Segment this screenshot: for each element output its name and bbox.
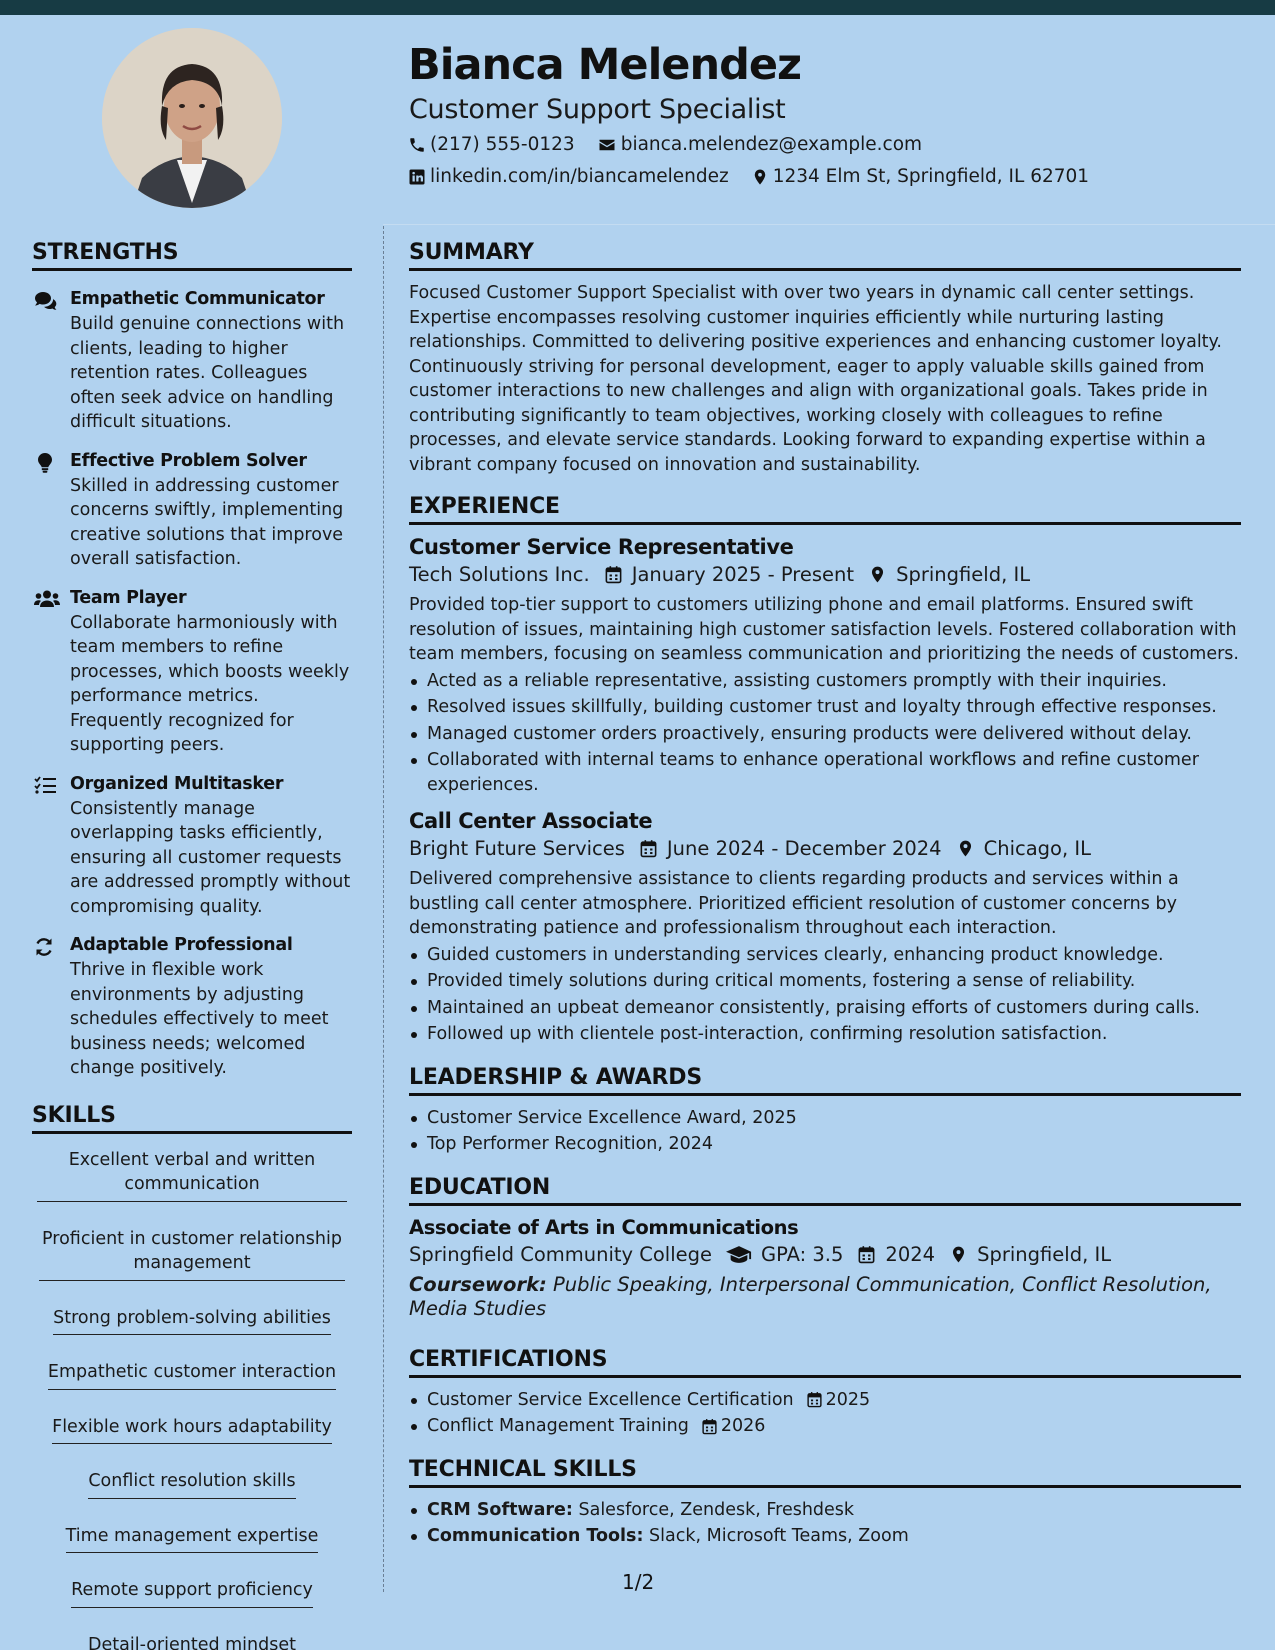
certifications-heading: CERTIFICATIONS bbox=[409, 1347, 1241, 1378]
job-role: Customer Service Representative bbox=[409, 535, 794, 559]
job-bullets bbox=[409, 943, 1241, 1047]
job-bullet: Collaborated with internal teams to enhance operational workflows and refine customer experiences. bbox=[409, 748, 1241, 797]
linkedin-icon bbox=[408, 168, 426, 186]
job-bullet: Guided customers in understanding services clearly, enhancing product knowledge. bbox=[409, 943, 1241, 968]
job-description: Provided top-tier support to customers utilizing phone and email platforms. Ensured swift resolution of issues, maintaining high customer satisfaction levels. Fostered collaboration with team members, focusing on seamless communication and prioritizing the needs of customers. bbox=[409, 595, 1239, 664]
technical-skill-label: CRM Software: bbox=[427, 1499, 573, 1520]
phone-item bbox=[408, 134, 575, 155]
job-bullet: Maintained an upbeat demeanor consistently, praising efforts of customers during calls. bbox=[409, 996, 1241, 1021]
calendar-icon bbox=[604, 565, 623, 584]
address-item bbox=[751, 166, 1089, 187]
skill-item: Detail-oriented mindset bbox=[88, 1629, 296, 1650]
contact-line-2 bbox=[408, 166, 1111, 187]
top-bar bbox=[0, 0, 1275, 15]
right-column bbox=[409, 240, 1241, 1567]
skill-item: Empathetic customer interaction bbox=[48, 1356, 336, 1390]
certification-item bbox=[409, 1388, 1241, 1413]
profile-photo bbox=[102, 28, 282, 208]
certification-year: 2025 bbox=[825, 1389, 871, 1410]
strength-desc: Thrive in flexible work environments by adjusting schedules effectively to meet business needs; welcomed change positively. bbox=[70, 960, 329, 1078]
skill-item: Remote support proficiency bbox=[71, 1574, 313, 1608]
strength-title: Effective Problem Solver bbox=[70, 450, 307, 471]
summary-text: Focused Customer Support Specialist with over two years in dynamic call center settings. Expertise encompasses resolving customer inquiries efficiently while nurturing lasting relationships. Committed to delivering positive experiences and enhancing customer loyalty. Continuously striving for personal development, eager to apply valuable skills gained from customer interactions to new challenges and align with organizational goals. Takes pride in contributing significantly to team objectives, working closely with colleagues to refine processes, and elevate service standards. Looking forward to expanding expertise within a vibrant company focused on innovation and sustainability. bbox=[409, 283, 1222, 475]
award-item: Top Performer Recognition, 2024 bbox=[409, 1132, 1241, 1157]
job-meta bbox=[409, 837, 1241, 860]
technical-skill-label: Communication Tools: bbox=[427, 1526, 644, 1546]
job-bullet: Acted as a reliable representative, assisting customers promptly with their inquiries. bbox=[409, 669, 1241, 694]
header-divider bbox=[383, 224, 1275, 225]
leadership-section bbox=[409, 1065, 1241, 1157]
certification-name: Customer Service Excellence Certification bbox=[427, 1389, 794, 1410]
job-meta bbox=[409, 563, 1241, 586]
contact-line-1 bbox=[408, 134, 944, 155]
phone-text: (217) 555-0123 bbox=[430, 134, 575, 155]
map-marker-icon bbox=[868, 565, 887, 584]
certification-name: Conflict Management Training bbox=[427, 1416, 689, 1436]
strength-title: Adaptable Professional bbox=[70, 935, 293, 955]
strength-title: Organized Multitasker bbox=[70, 773, 284, 794]
map-marker-icon bbox=[751, 168, 769, 186]
job-bullet: Provided timely solutions during critical moments, fostering a sense of reliability. bbox=[409, 969, 1241, 994]
skills-heading: SKILLS bbox=[32, 1103, 352, 1134]
education-heading: EDUCATION bbox=[409, 1175, 1241, 1206]
skill-item: Excellent verbal and written communication bbox=[37, 1144, 347, 1202]
coursework-text: Public Speaking, Interpersonal Communication, Conflict Resolution, Media Studies bbox=[409, 1272, 1212, 1320]
calendar-icon bbox=[857, 1245, 876, 1264]
address-text: 1234 Elm St, Springfield, IL 62701 bbox=[772, 166, 1090, 187]
certification-item bbox=[409, 1414, 1241, 1439]
technical-skill-value: Slack, Microsoft Teams, Zoom bbox=[649, 1526, 909, 1546]
education-section bbox=[409, 1175, 1241, 1321]
job-entry bbox=[409, 535, 1241, 797]
summary-heading: SUMMARY bbox=[409, 240, 1241, 271]
page-number: 1/2 bbox=[622, 1570, 655, 1594]
strengths-heading: STRENGTHS bbox=[32, 240, 352, 271]
skill-item: Time management expertise bbox=[66, 1520, 319, 1554]
certification-year: 2026 bbox=[720, 1416, 766, 1436]
skill-item: Strong problem-solving abilities bbox=[53, 1302, 331, 1336]
phone-icon bbox=[408, 136, 426, 154]
skill-item: Conflict resolution skills bbox=[88, 1465, 295, 1499]
coursework bbox=[409, 1273, 1241, 1321]
map-marker-icon bbox=[956, 839, 975, 858]
candidate-title: Customer Support Specialist bbox=[409, 94, 786, 125]
skills-list bbox=[32, 1144, 352, 1650]
job-dates: June 2024 - December 2024 bbox=[666, 837, 942, 860]
job-bullet: Resolved issues skillfully, building customer trust and loyalty through effective responses. bbox=[409, 695, 1241, 720]
sync-icon bbox=[34, 937, 54, 957]
strength-item bbox=[32, 287, 352, 435]
graduation-year: 2024 bbox=[885, 1242, 936, 1266]
degree: Associate of Arts in Communications bbox=[409, 1215, 799, 1239]
gpa: GPA: 3.5 bbox=[761, 1242, 844, 1266]
strength-desc: Collaborate harmoniously with team members to refine processes, which boosts weekly performance metrics. Frequently recognized for supporting peers. bbox=[70, 612, 350, 755]
lightbulb-icon bbox=[38, 453, 52, 473]
strength-desc: Consistently manage overlapping tasks efficiently, ensuring all customer requests are addressed promptly without compromising quality. bbox=[70, 798, 351, 917]
strength-item bbox=[32, 772, 352, 920]
strength-title: Empathetic Communicator bbox=[70, 289, 325, 309]
job-bullet: Followed up with clientele post-interaction, confirming resolution satisfaction. bbox=[409, 1022, 1241, 1047]
strength-desc: Skilled in addressing customer concerns swiftly, implementing creative solutions that improve overall satisfaction. bbox=[70, 475, 344, 569]
job-role: Call Center Associate bbox=[409, 809, 653, 833]
coursework-label: Coursework: bbox=[409, 1272, 547, 1296]
certifications-section bbox=[409, 1347, 1241, 1439]
leadership-heading: LEADERSHIP & AWARDS bbox=[409, 1065, 1241, 1096]
envelope-icon bbox=[597, 136, 617, 154]
technical-skill-item bbox=[409, 1524, 1241, 1549]
education-meta bbox=[409, 1243, 1241, 1266]
comments-icon bbox=[34, 291, 58, 311]
job-location: Springfield, IL bbox=[896, 563, 1031, 586]
technical-skill-value: Salesforce, Zendesk, Freshdesk bbox=[578, 1499, 855, 1520]
users-icon bbox=[34, 590, 60, 608]
email-text[interactable]: bianca.melendez@example.com bbox=[620, 134, 923, 155]
list-check-icon bbox=[34, 776, 56, 794]
column-divider bbox=[383, 226, 384, 1592]
strength-item bbox=[32, 449, 352, 572]
job-dates: January 2025 - Present bbox=[631, 563, 855, 586]
linkedin-item[interactable] bbox=[408, 166, 729, 187]
candidate-name: Bianca Melendez bbox=[408, 40, 802, 90]
skill-item: Proficient in customer relationship management bbox=[39, 1223, 345, 1281]
linkedin-text[interactable]: linkedin.com/in/biancamelendez bbox=[430, 166, 729, 187]
job-location: Chicago, IL bbox=[983, 837, 1091, 860]
graduation-cap-icon bbox=[726, 1245, 752, 1264]
map-marker-icon bbox=[949, 1245, 968, 1264]
strength-title: Team Player bbox=[70, 587, 187, 608]
skill-item: Flexible work hours adaptability bbox=[52, 1411, 332, 1445]
school-location: Springfield, IL bbox=[977, 1242, 1112, 1266]
job-entry bbox=[409, 809, 1241, 1047]
school: Springfield Community College bbox=[409, 1242, 713, 1266]
award-item: Customer Service Excellence Award, 2025 bbox=[409, 1106, 1241, 1131]
job-bullets bbox=[409, 669, 1241, 798]
strength-desc: Build genuine connections with clients, leading to higher retention rates. Colleagues often seek advice on handling difficult situations. bbox=[70, 314, 345, 432]
technical-skills-heading: TECHNICAL SKILLS bbox=[409, 1457, 1241, 1488]
strength-item bbox=[32, 933, 352, 1081]
calendar-icon bbox=[701, 1418, 718, 1435]
calendar-icon bbox=[806, 1391, 823, 1408]
experience-heading: EXPERIENCE bbox=[409, 494, 1241, 525]
job-bullet: Managed customer orders proactively, ensuring products were delivered without delay. bbox=[409, 722, 1241, 747]
technical-skill-item bbox=[409, 1498, 1241, 1523]
technical-skills-section bbox=[409, 1457, 1241, 1549]
company: Bright Future Services bbox=[409, 837, 625, 860]
job-description: Delivered comprehensive assistance to clients regarding products and services within a bustling call center atmosphere. Prioritized efficient resolution of customer concerns by demonstrating patience and professionalism throughout each interaction. bbox=[409, 869, 1179, 938]
company: Tech Solutions Inc. bbox=[409, 563, 590, 586]
email-item[interactable] bbox=[597, 134, 922, 155]
strength-item bbox=[32, 586, 352, 758]
left-column bbox=[32, 240, 352, 1650]
calendar-icon bbox=[639, 839, 658, 858]
